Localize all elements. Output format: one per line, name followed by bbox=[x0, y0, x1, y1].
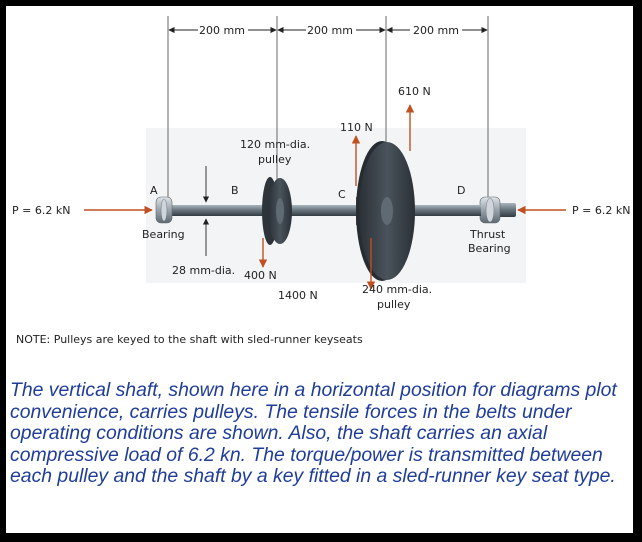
thrust-bearing-label-2: Bearing bbox=[468, 242, 511, 255]
pulley-c bbox=[356, 141, 415, 281]
force-1400-label: 1400 N bbox=[278, 289, 318, 302]
dim-label-mid: 200 mm bbox=[307, 24, 353, 37]
thrust-bearing-label-1: Thrust bbox=[470, 228, 506, 241]
shaft-front-right bbox=[415, 205, 481, 216]
point-c-label: C bbox=[338, 188, 346, 201]
axial-load-right-label: P = 6.2 kN bbox=[572, 204, 631, 217]
pulley-b-dia-label: 120 mm-dia. bbox=[240, 138, 311, 151]
pulley-c-dia-label: 240 mm-dia. bbox=[362, 283, 433, 296]
point-d-label: D bbox=[457, 184, 466, 197]
force-400-label: 400 N bbox=[244, 269, 277, 282]
point-b-label: B bbox=[231, 184, 239, 197]
dim-label-left: 200 mm bbox=[199, 24, 245, 37]
thrust-bearing-d bbox=[480, 197, 500, 223]
bearing-label: Bearing bbox=[142, 228, 185, 241]
pulley-b-word-label: pulley bbox=[258, 153, 292, 166]
force-110-label: 110 N bbox=[340, 121, 373, 134]
point-a-label: A bbox=[150, 184, 158, 197]
bearing-a bbox=[156, 197, 172, 223]
axial-load-left-label: P = 6.2 kN bbox=[12, 204, 71, 217]
shaft-diameter-label: 28 mm-dia. bbox=[172, 264, 236, 277]
force-610-label: 610 N bbox=[398, 85, 431, 98]
shaft-front bbox=[292, 205, 356, 216]
shaft-diagram bbox=[6, 6, 633, 376]
content-panel bbox=[6, 6, 633, 533]
dim-label-right: 200 mm bbox=[413, 24, 459, 37]
problem-description: The vertical shaft, shown here in a horizontal position for diagrams plot convenience, carries pulleys. The tensile forces in the belts under operating conditions are shown. Also, the shaft carries an axial compressive load of 6.2 kn. The torque/power is transmitted between each pulley and the shaft by a key fitted in a sled-runner key seat type. bbox=[10, 379, 617, 487]
pulley-b bbox=[262, 177, 292, 245]
keyseat-note: NOTE: Pulleys are keyed to the shaft with sled-runner keyseats bbox=[16, 333, 363, 346]
pulley-c-word-label: pulley bbox=[377, 298, 411, 311]
